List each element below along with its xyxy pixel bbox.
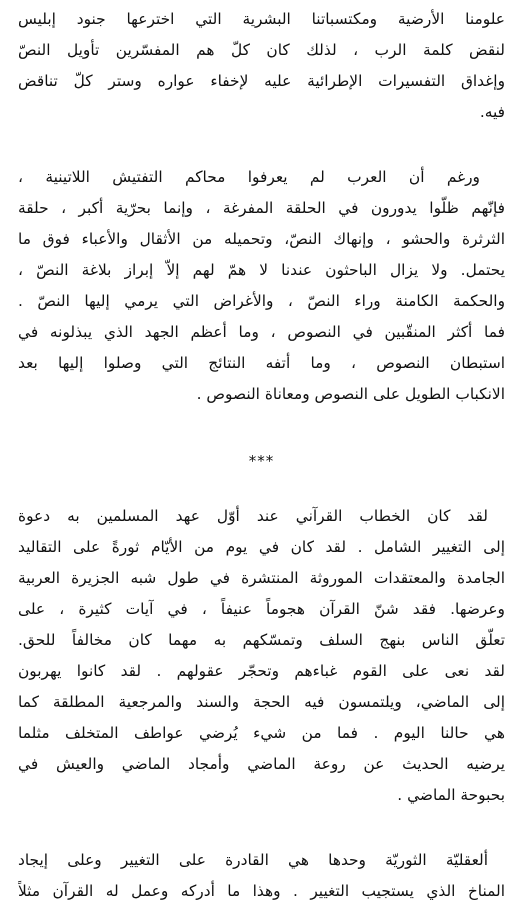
paragraph-3-line-9: يرضيه الحديث عن روعة الماضي وأمجاد الماضي والعيش في	[18, 755, 505, 773]
paragraph-2-line-4: يحتمل. ولا يزال الباحثون عندنا لا همّ لهم إلاّ إبراز بلاغة النصّ ،	[18, 261, 505, 279]
paragraph-2-line-3: الثرثرة والحشو ، وإنهاك النصّ، وتحميله من الأثقال والأعباء فوق ما	[18, 230, 505, 248]
paragraph-1-line-4: فيه.	[479, 103, 505, 121]
paragraph-3-line-5: تعلّق الناس بنهج السلف وتمسّكهم به مهما كان مخالفاً للحق.	[18, 631, 505, 649]
paragraph-1-line-2: لنقض كلمة الرب ، لذلك كان كلّ هم المفسّرين تأويل النصّ	[18, 41, 505, 59]
paragraph-3-line-6: لقد نعى على القوم غباءهم وتحجّر عقولهم . لقد كانوا يهربون	[18, 662, 505, 680]
paragraph-2-line-6: فما أكثر المنقّبين في النصوص ، وما أعظم الجهد الذي يبذلونه في	[18, 323, 505, 341]
paragraph-3-line-7: إلى الماضي، ويلتمسون فيه الحجة والسند والمرجعية المطلقة كما	[18, 693, 505, 711]
paragraph-3-line-3: الجامدة والمعتقدات الموروثة المنتشرة في طول شبه الجزيرة العربية	[18, 569, 505, 587]
paragraph-3-line-4: وعرضها. فقد شنّ القرآن هجوماً عنيفاً ، في آيات كثيرة ، على	[18, 600, 505, 618]
paragraph-1-line-1: علومنا الأرضية ومكتسباتنا البشرية التي اخترعها جنود إبليس	[18, 10, 505, 28]
paragraph-2-line-5: والحكمة الكامنة وراء النصّ ، والأغراض التي يرمي إليها النصّ .	[18, 292, 505, 310]
paragraph-2-line-1: ورغم أن العرب لم يعرفوا محاكم التفتيش اللاتينية ،	[18, 168, 480, 186]
paragraph-1-line-3: وإغداق التفسيرات الإطرائية عليه لإخفاء عواره وستر كلّ تناقض	[18, 72, 505, 90]
paragraph-3-line-1: لقد كان الخطاب القرآني عند أوّل عهد المسلمين به دعوة	[18, 507, 488, 525]
paragraph-4-line-2: المناخ الذي يستجيب التغيير . وهذا ما أدركه وعمل له القرآن مثلاً	[18, 882, 505, 900]
paragraph-2-line-2: فإنّهم ظلّوا يدورون في الحلقة المفرغة ، وإنما بحرّية أكبر ، حلقة	[18, 199, 505, 217]
paragraph-3-line-10: بحبوحة الماضي .	[397, 786, 505, 804]
paragraph-2-line-8: الانكباب الطويل على النصوص ومعاناة النصوص .	[196, 385, 505, 403]
section-separator: ***	[248, 452, 275, 470]
paragraph-2-line-7: استبطان النصوص ، وما أتفه النتائج التي وصلوا إليها بعد	[18, 354, 505, 372]
paragraph-4-line-1: ألعقليّة الثوريّة وحدها هي القادرة على التغيير وعلى إيجاد	[18, 851, 488, 869]
paragraph-3-line-2: إلى التغيير الشامل . لقد كان في يوم من الأيّام ثورةً على التقاليد	[18, 538, 505, 556]
paragraph-3-line-8: هي حالنا اليوم . فما من شيء يُرضي عواطف المتخلف مثلما	[18, 724, 505, 742]
